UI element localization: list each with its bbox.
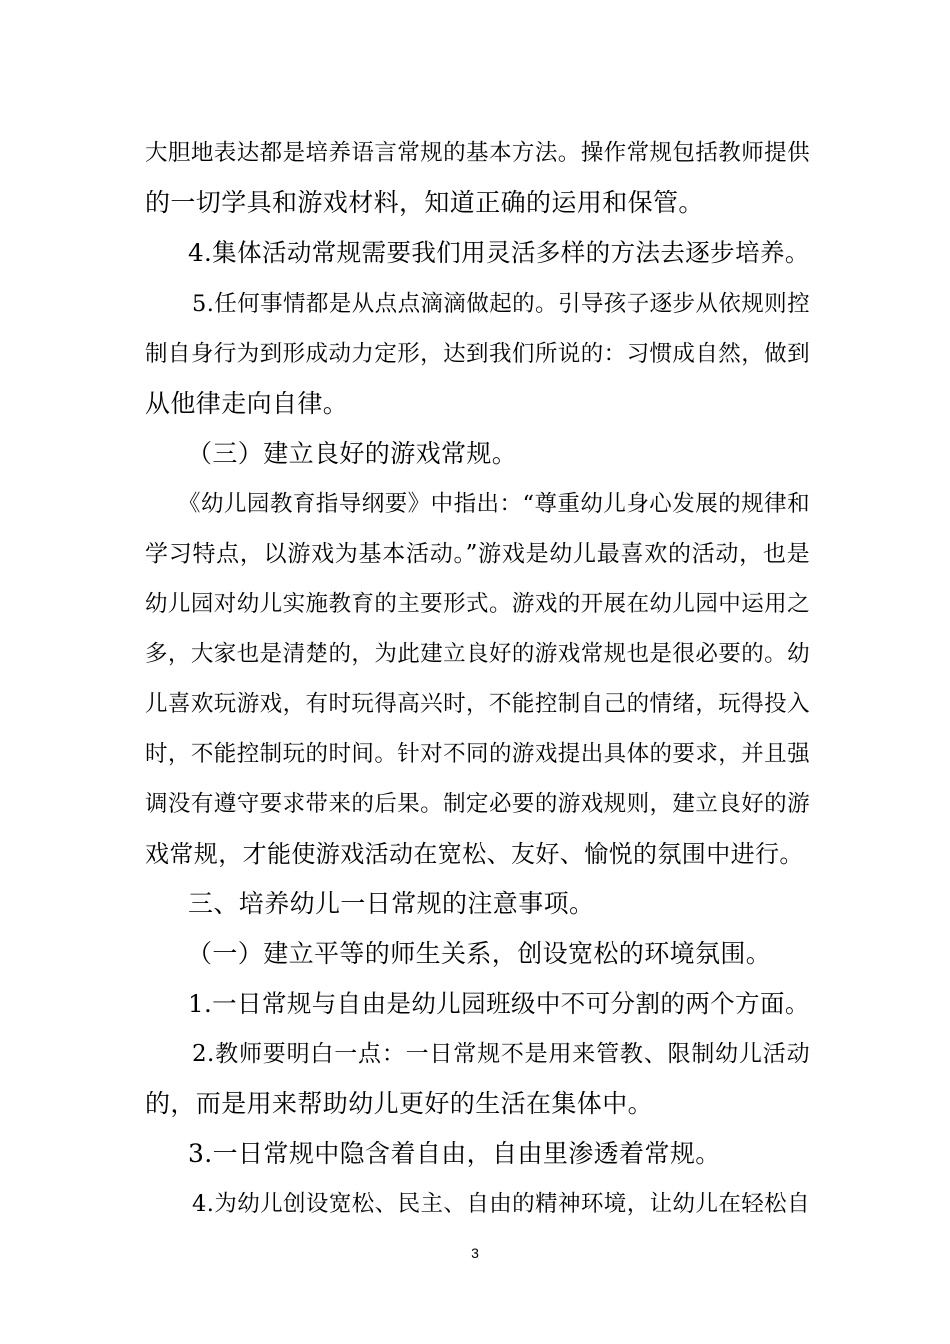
text-line: 时，不能控制玩的时间。针对不同的游戏提出具体的要求，并且强	[145, 741, 810, 767]
page-number: 3	[471, 1245, 479, 1261]
text-line: 1.一日常规与自由是幼儿园班级中不可分割的两个方面。	[188, 989, 810, 1018]
text-line: 戏常规，才能使游戏活动在宽松、友好、愉悦的氛围中进行。	[145, 840, 804, 868]
text-line: （一）建立平等的师生关系，创设宽松的环境氛围。	[187, 939, 772, 968]
text-line: 从他律走向自律。	[145, 389, 349, 418]
text-line: 《幼儿园教育指导纲要》中指出：“尊重幼儿身心发展的规律和	[178, 491, 810, 517]
text-line: 儿喜欢玩游戏，有时玩得高兴时，不能控制自己的情绪，玩得投入	[145, 691, 810, 717]
text-line: 多，大家也是清楚的，为此建立良好的游戏常规也是很必要的。幼	[145, 641, 810, 667]
text-line: 的，而是用来帮助幼儿更好的生活在集体中。	[145, 1089, 654, 1118]
text-line: 4.集体活动常规需要我们用灵活多样的方法去逐步培养。	[188, 238, 810, 267]
text-line: 三、培养幼儿一日常规的注意事项。	[188, 889, 595, 918]
text-line: 4.为幼儿创设宽松、民主、自由的精神环境，让幼儿在轻松自	[192, 1191, 810, 1217]
text-line: 3.一日常规中隐含着自由，自由里渗透着常规。	[188, 1139, 721, 1168]
text-line: 的一切学具和游戏材料，知道正确的运用和保管。	[145, 188, 704, 217]
text-line: 5.任何事情都是从点点滴滴做起的。引导孩子逐步从依规则控	[192, 291, 810, 317]
text-line: 幼儿园对幼儿实施教育的主要形式。游戏的开展在幼儿园中运用之	[145, 591, 810, 617]
text-line: 学习特点，以游戏为基本活动。”游戏是幼儿最喜欢的活动，也是	[145, 541, 810, 567]
text-line: 调没有遵守要求带来的后果。制定必要的游戏规则，建立良好的游	[145, 791, 810, 817]
text-line: 制自身行为到形成动力定形，达到我们所说的：习惯成自然，做到	[145, 341, 810, 367]
text-line: （三）建立良好的游戏常规。	[187, 439, 518, 468]
text-line: 大胆地表达都是培养语言常规的基本方法。操作常规包括教师提供	[145, 140, 810, 166]
text-line: 2.教师要明白一点：一日常规不是用来管教、限制幼儿活动	[192, 1041, 810, 1067]
